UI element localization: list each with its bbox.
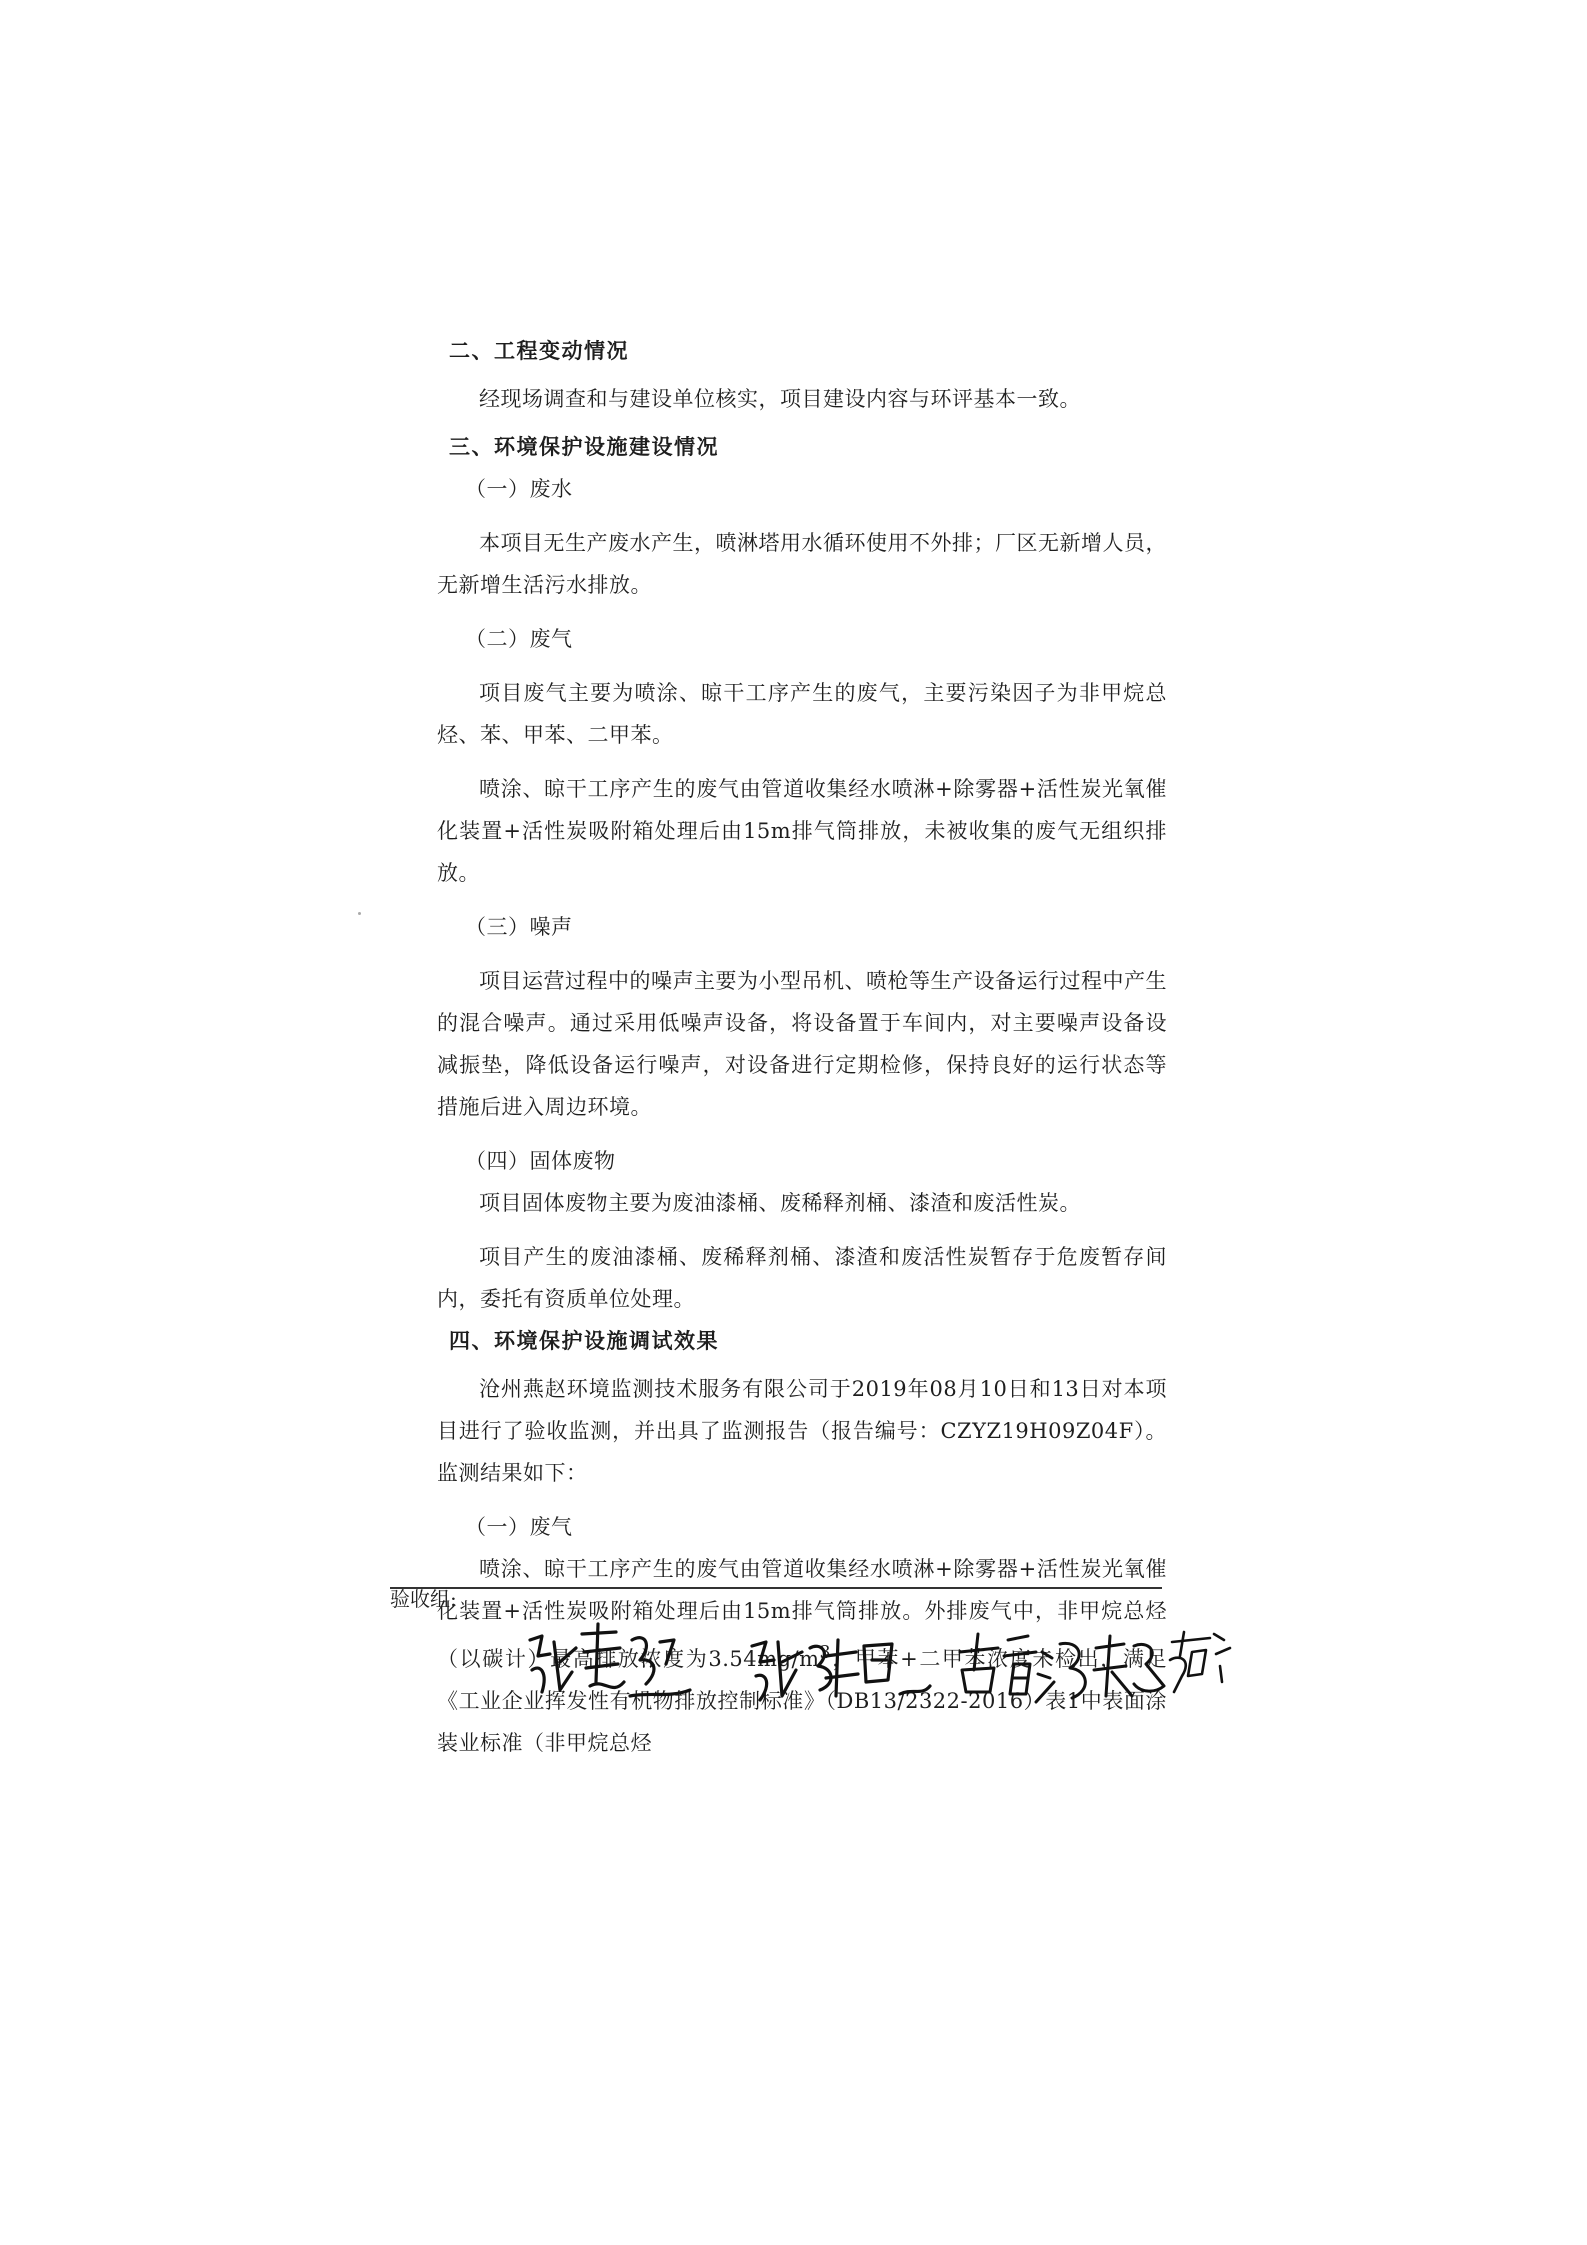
document-body [437, 330, 1167, 1764]
solid-waste-title: （四）固体废物 [465, 1149, 616, 1173]
section-3-title: 三、环境保护设施建设情况 [449, 434, 719, 459]
monitoring-gas-text-b: ，甲苯+二甲苯浓度未检出，满足《工业企业挥发性有机物排放控制标准》（DB13/2322-2016）表1中表面涂装业标准（非甲烷总烃 [437, 1647, 1167, 1755]
handwritten-signatures [520, 1612, 1240, 1722]
wastewater-body: 本项目无生产废水产生，喷淋塔用水循环使用不外排；厂区无新增人员，无新增生活污水排放。 [437, 531, 1167, 597]
signature-4 [1036, 1636, 1164, 1702]
unit-superscript: 3 [819, 1643, 832, 1663]
signature-5 [1170, 1632, 1230, 1692]
waste-gas-body-1: 项目废气主要为喷涂、晾干工序产生的废气，主要污染因子为非甲烷总烃、苯、甲苯、二甲苯。 [437, 681, 1167, 747]
signature-1 [530, 1624, 690, 1696]
solid-waste-body-1: 项目固体废物主要为废油漆桶、废稀释剂桶、漆渣和废活性炭。 [479, 1191, 1081, 1215]
scan-speck [358, 912, 361, 915]
acceptance-group-label: 验收组: [390, 1587, 457, 1611]
section-2-body: 经现场调查和与建设单位核实，项目建设内容与环评基本一致。 [479, 387, 1081, 411]
section-2-title: 二、工程变动情况 [449, 338, 629, 363]
section-4-body: 沧州燕赵环境监测技术服务有限公司于2019年08月10日和13日对本项目进行了验收监测，并出具了监测报告（报告编号：CZYZ19H09Z04F）。监测结果如下： [437, 1377, 1167, 1485]
waste-gas-body-2: 喷涂、晾干工序产生的废气由管道收集经水喷淋+除雾器+活性炭光氧催化装置+活性炭吸附箱处理后由15m排气筒排放，未被收集的废气无组织排放。 [437, 777, 1167, 885]
signature-3 [960, 1634, 1036, 1694]
solid-waste-body-2: 项目产生的废油漆桶、废稀释剂桶、漆渣和废活性炭暂存于危废暂存间内，委托有资质单位处理。 [437, 1245, 1167, 1311]
waste-gas-title: （二）废气 [465, 627, 573, 651]
section-4-title: 四、环境保护设施调试效果 [449, 1328, 719, 1353]
signature-2 [752, 1640, 930, 1700]
wastewater-title: （一）废水 [465, 477, 573, 501]
monitoring-gas-title: （一）废气 [465, 1515, 573, 1539]
noise-body: 项目运营过程中的噪声主要为小型吊机、喷枪等生产设备运行过程中产生的混合噪声。通过采用低噪声设备，将设备置于车间内，对主要噪声设备设减振垫，降低设备运行噪声，对设备进行定期检修，保持良好的运行状态等措施后进入周边环境。 [437, 969, 1167, 1119]
signature-divider [390, 1587, 1162, 1589]
monitoring-gas-text-a: 喷涂、晾干工序产生的废气由管道收集经水喷淋+除雾器+活性炭光氧催化装置+活性炭吸附箱处理后由15m排气筒排放。外排废气中，非甲烷总烃（以碳计）最高排放浓度为3.54mg/m [437, 1557, 1167, 1671]
noise-title: （三）噪声 [465, 915, 573, 939]
